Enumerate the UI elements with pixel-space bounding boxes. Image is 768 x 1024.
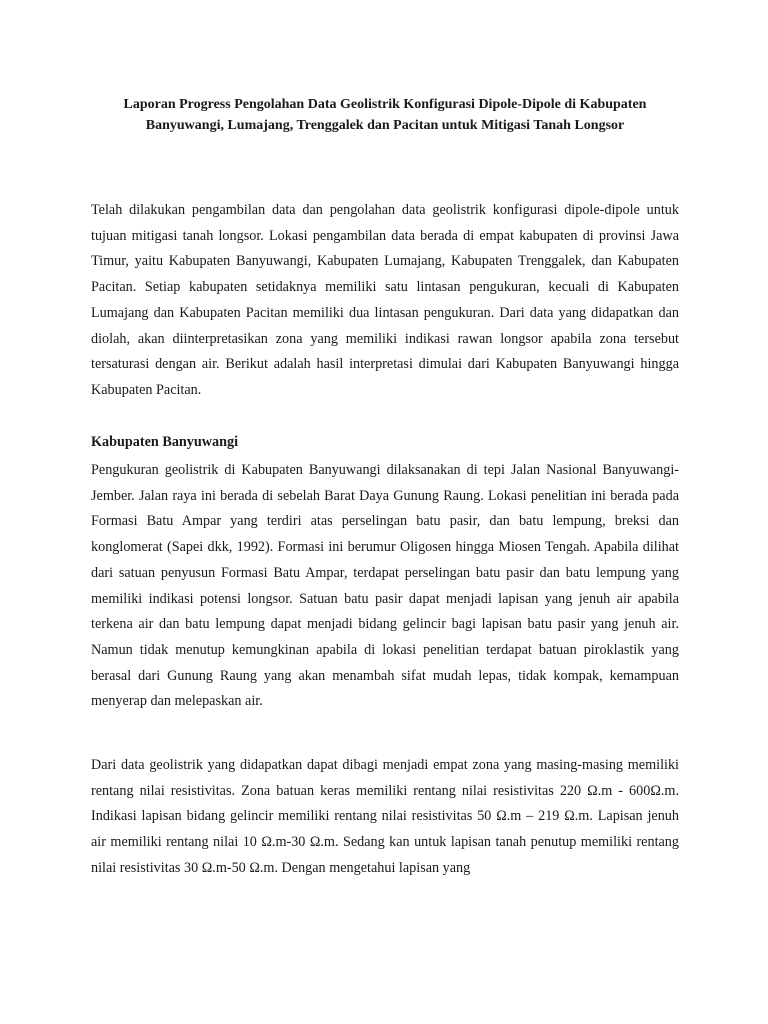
section-heading-banyuwangi: Kabupaten Banyuwangi bbox=[91, 434, 239, 450]
banyuwangi-paragraph-resistivity-zones: Dari data geolistrik yang didapatkan dapat dibagi menjadi empat zona yang masing-masing memiliki rentang nilai resistivitas. Zona batuan keras memiliki rentang nilai resistivitas 220 Ω.m - 600Ω.m. Indikasi lapisan bidang gelincir memiliki rentang nilai resistivitas 50 Ω.m – 219 Ω.m. Lapisan jenuh air memiliki rentang nilai 10 Ω.m-30 Ω.m. Sedang kan untuk lapisan tanah penutup memiliki rentang nilai resistivitas 30 Ω.m-50 Ω.m. Dengan mengetahui lapisan yang bbox=[91, 757, 679, 876]
document-title: Laporan Progress Pengolahan Data Geolistrik Konfigurasi Dipole-Dipole di Kabupaten Banyuwangi, Lumajang, Trenggalek dan Pacitan untuk Mitigasi Tanah Longsor bbox=[123, 97, 647, 133]
banyuwangi-paragraph-geology: Pengukuran geolistrik di Kabupaten Banyuwangi dilaksanakan di tepi Jalan Nasional Banyuwangi-Jember. Jalan raya ini berada di sebelah Barat Daya Gunung Raung. Lokasi penelitian ini berada pada Formasi Batu Ampar yang terdiri atas perselingan batu pasir, dan batu lempung, breksi dan konglomerat (Sapei dkk, 1992). Formasi ini berumur Oligosen hingga Miosen Tengah. Apabila dilihat dari satuan penyusun Formasi Batu Ampar, terdapat perselingan batu pasir dan batu lempung yang memiliki indikasi potensi longsor. Satuan batu pasir dapat menjadi lapisan yang jenuh air apabila terkena air dan batu lempung dapat menjadi bidang gelincir bagi lapisan batu pasir yang jenuh air. Namun tidak menutup kemungkinan apabila di lokasi penelitian terdapat batuan piroklastik yang berasal dari Gunung Raung yang akan menambah sifat mudah lepas, tidak kompak, kemampuan menyerap dan melepaskan air. bbox=[91, 462, 679, 710]
intro-paragraph: Telah dilakukan pengambilan data dan pengolahan data geolistrik konfigurasi dipole-dipole untuk tujuan mitigasi tanah longsor. Lokasi pengambilan data berada di empat kabupaten di provinsi Jawa Timur, yaitu Kabupaten Banyuwangi, Kabupaten Lumajang, Kabupaten Trenggalek, dan Kabupaten Pacitan. Setiap kabupaten setidaknya memiliki satu lintasan pengukuran, kecuali di Kabupaten Lumajang dan Kabupaten Pacitan memiliki dua lintasan pengukuran. Dari data yang didapatkan dan diolah, akan diinterpretasikan zona yang memiliki indikasi rawan longsor apabila zona tersebut tersaturasi dengan air. Berikut adalah hasil interpretasi dimulai dari Kabupaten Banyuwangi hingga Kabupaten Pacitan. bbox=[91, 202, 679, 398]
